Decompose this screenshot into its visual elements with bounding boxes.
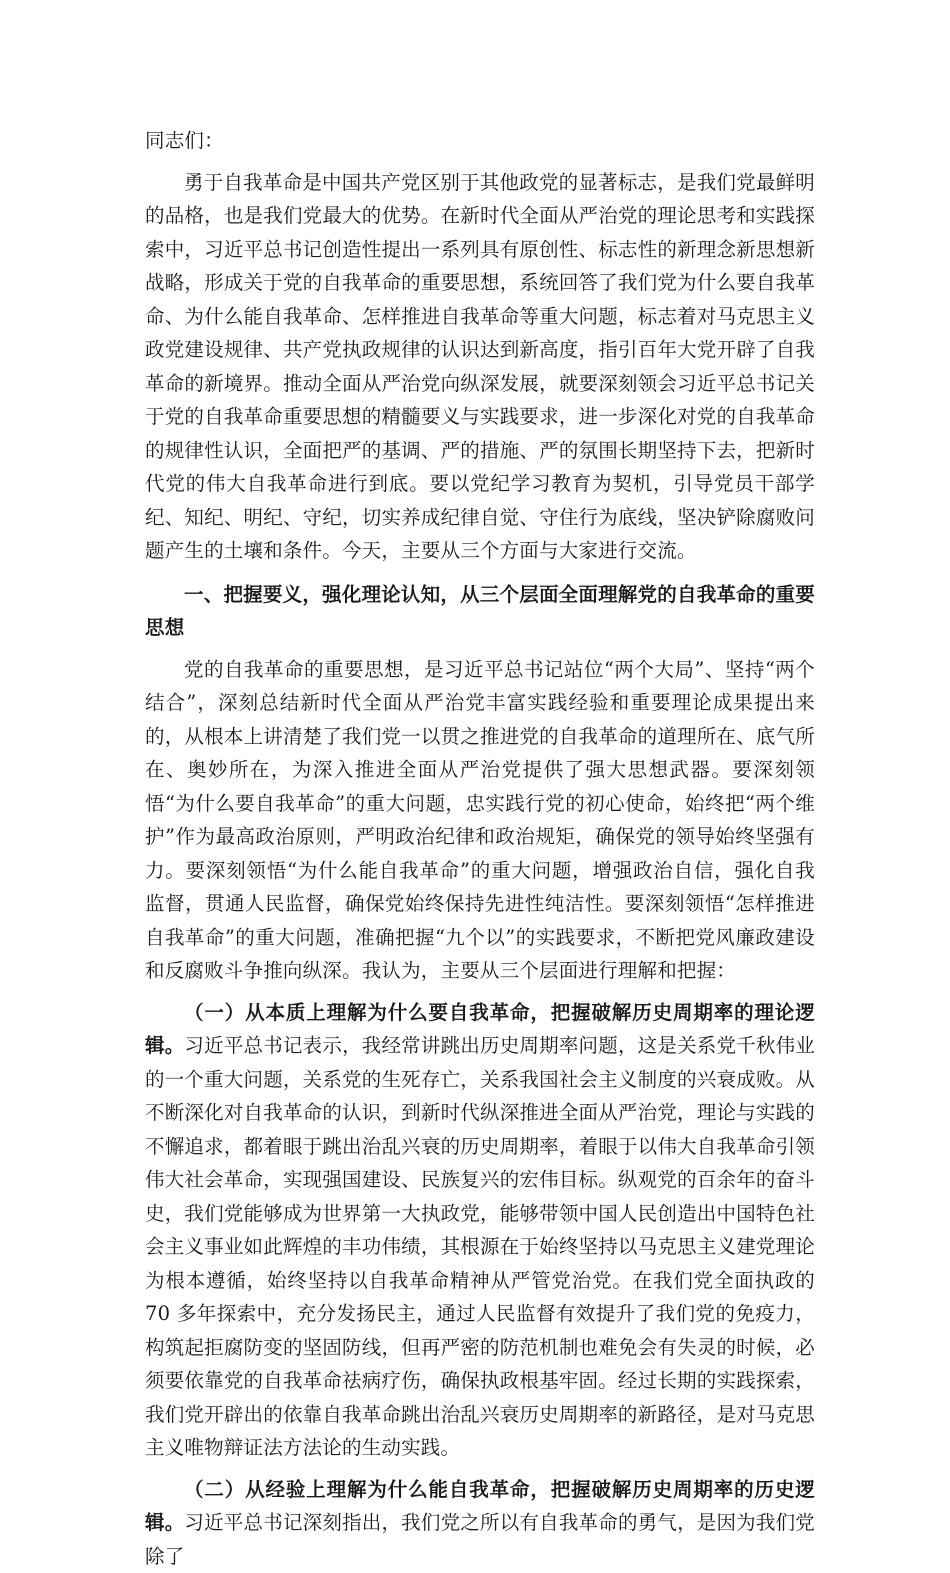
- document-page: [145, 124, 815, 1573]
- section-1-heading: 一、把握要义，强化理论认知，从三个层面全面理解党的自我革命的重要思想: [145, 578, 815, 645]
- subsection-1-paragraph: [145, 996, 815, 1465]
- subsection-2-title: （二）从经验上理解为什么能自我革命，把握破解历史周期率的历史逻辑。: [145, 1478, 815, 1535]
- subsection-2-body: 习近平总书记深刻指出，我们党之所以有自我革命的勇气，是因为我们党除了: [145, 1511, 815, 1568]
- greeting: 同志们：: [145, 124, 815, 158]
- subsection-1-body: 习近平总书记表示，我经常讲跳出历史周期率问题，这是关系党千秋伟业的一个重大问题，关系党的生死存亡，关系我国社会主义制度的兴衰成败。从不断深化对自我革命的认识，到新时代纵深推进全面从严治党，理论与实践的不懈追求，都着眼于跳出治乱兴衰的历史周期率，着眼于以伟大自我革命引领伟大社会革命，实现强国建设、民族复兴的宏伟目标。纵观党的百余年的奋斗史，我们党能够成为世界第一大执政党，能够带领中国人民创造出中国特色社会主义事业如此辉煌的丰功伟绩，其根源在于始终坚持以马克思主义建党理论为根本遵循，始终坚持以自我革命精神从严管党治党。在我们党全面执政的 70 多年探索中，充分发扬民主，通过人民监督有效提升了我们党的免疫力，构筑起拒腐防变的坚固防线，但再严密的防范机制也难免会有失灵的时候，必须要依靠党的自我革命祛病疗伤，确保执政根基牢固。经过长期的实践探索，我们党开辟出的依靠自我革命跳出治乱兴衰历史周期率的新路径，是对马克思主义唯物辩证法方法论的生动实践。: [145, 1034, 815, 1459]
- subsection-1-title: （一）从本质上理解为什么要自我革命，把握破解历史周期率的理论逻辑。: [145, 1001, 815, 1058]
- intro-paragraph: 勇于自我革命是中国共产党区别于其他政党的显著标志，是我们党最鲜明的品格，也是我们党最大的优势。在新时代全面从严治党的理论思考和实践探索中，习近平总书记创造性提出一系列具有原创性、标志性的新理念新思想新战略，形成关于党的自我革命的重要思想，系统回答了我们党为什么要自我革命、为什么能自我革命、怎样推进自我革命等重大问题，标志着对马克思主义政党建设规律、共产党执政规律的认识达到新高度，指引百年大党开辟了自我革命的新境界。推动全面从严治党向纵深发展，就要深刻领会习近平总书记关于党的自我革命重要思想的精髓要义与实践要求，进一步深化对党的自我革命的规律性认识，全面把严的基调、严的措施、严的氛围长期坚持下去，把新时代党的伟大自我革命进行到底。要以党纪学习教育为契机，引导党员干部学纪、知纪、明纪、守纪，切实养成纪律自觉、守住行为底线，坚决铲除腐败问题产生的土壤和条件。今天，主要从三个方面与大家进行交流。: [145, 166, 815, 568]
- section-1-paragraph: 党的自我革命的重要思想，是习近平总书记站位“两个大局”、坚持“两个结合”，深刻总结新时代全面从严治党丰富实践经验和重要理论成果提出来的，从根本上讲清楚了我们党一以贯之推进党的自我革命的道理所在、底气所在、奥妙所在，为深入推进全面从严治党提供了强大思想武器。要深刻领悟“为什么要自我革命”的重大问题，忠实践行党的初心使命，始终把“两个维护”作为最高政治原则，严明政治纪律和政治规矩，确保党的领导始终坚强有力。要深刻领悟“为什么能自我革命”的重大问题，增强政治自信，强化自我监督，贯通人民监督，确保党始终保持先进性纯洁性。要深刻领悟“怎样推进自我革命”的重大问题，准确把握“九个以”的实践要求，不断把党风廉政建设和反腐败斗争推向纵深。我认为，主要从三个层面进行理解和把握：: [145, 653, 815, 988]
- subsection-2-paragraph: [145, 1473, 815, 1573]
